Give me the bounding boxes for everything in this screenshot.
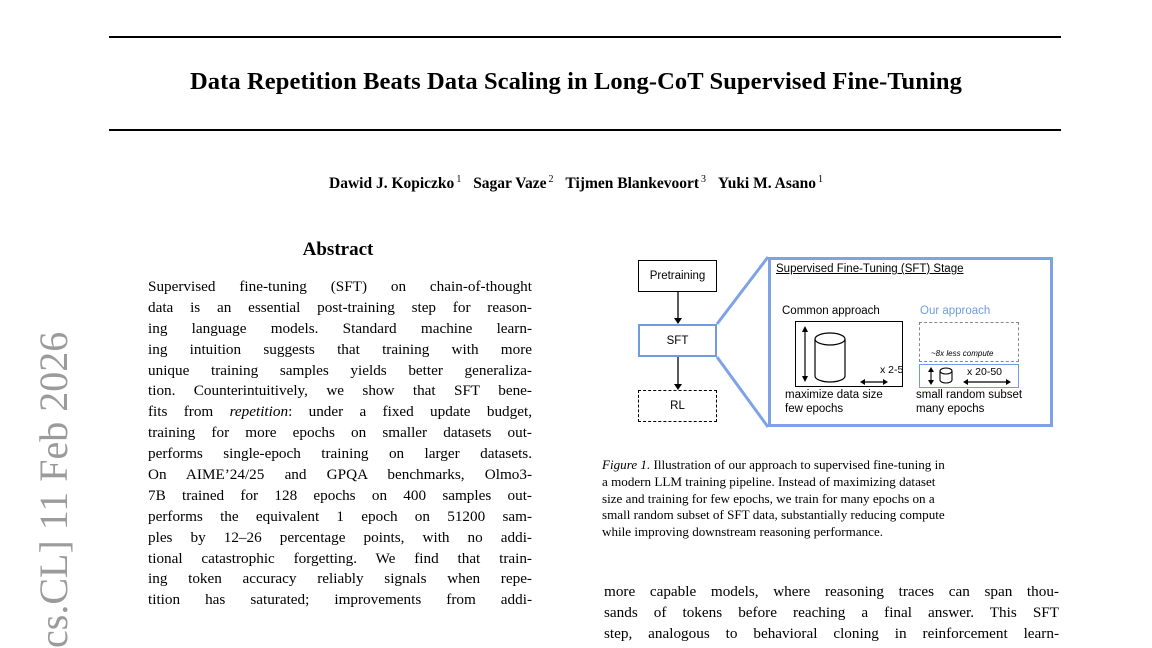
author: Dawid J. Kopiczko $^1$ xyxy=(329,174,462,193)
paper-title: Data Repetition Beats Data Scaling in Long-CoT Supervised Fine-Tuning xyxy=(190,68,962,95)
abstract-line: ples by 12–26 percentage points, with no addi- xyxy=(148,528,532,546)
abstract-line: Supervised fine-tuning (SFT) on chain-of-thought xyxy=(148,278,532,295)
abstract-line-text: fits from xyxy=(148,403,214,421)
common-caption-line: few epochs xyxy=(785,403,844,415)
pretraining-box: Pretraining xyxy=(638,260,717,292)
abstract-line: unique training samples yields better generaliza- xyxy=(148,361,532,379)
our-approach-caption xyxy=(916,388,1022,416)
author-list xyxy=(0,174,1152,193)
sft-box: SFT xyxy=(638,324,717,357)
affiliation-mark: 1 xyxy=(456,174,462,185)
caption-line: while improving downstream reasoning performance. xyxy=(602,524,884,540)
abstract-body xyxy=(148,277,532,611)
caption-line: a modern LLM training pipeline. Instead of maximizing dataset xyxy=(602,473,936,489)
affiliation-mark: 2 xyxy=(548,174,554,185)
caption-text: Illustration of our approach to supervised fine-tuning in xyxy=(653,457,945,472)
caption-line xyxy=(602,457,1058,474)
arxiv-stamp: cs.CL] 11 Feb 2026 xyxy=(31,331,76,648)
figure-1 xyxy=(630,252,1060,432)
abstract-line: performs single-epoch training on larger datasets. xyxy=(148,445,532,463)
zoom-line-top xyxy=(717,257,768,324)
compute-note: ~8x less compute xyxy=(931,349,994,358)
author: Yuki M. Asano $^1$ xyxy=(717,174,823,193)
common-approach-label: Common approach xyxy=(782,305,880,317)
common-approach-box xyxy=(795,321,903,387)
abstract-line: data is an essential post-training step for reason- xyxy=(148,298,532,316)
abstract-heading: Abstract xyxy=(302,239,374,260)
sft-stage-title: Supervised Fine-Tuning (SFT) Stage xyxy=(776,263,964,275)
title-rule-top xyxy=(109,36,1061,38)
body-line: more capable models, where reasoning traces can span thou- xyxy=(604,583,1059,600)
common-approach-caption xyxy=(785,388,883,416)
abstract-line: tion. Counterintuitively, we show that SFT bene- xyxy=(148,382,532,400)
abstract-line: ing token accuracy reliably signals when repe- xyxy=(148,570,532,588)
body-text-right xyxy=(604,581,1059,644)
epoch-multiplier-ours: x 20-50 xyxy=(967,366,1003,378)
abstract-line: ing intuition suggests that training with more xyxy=(148,340,532,358)
abstract-line: ing language models. Standard machine learn- xyxy=(148,319,532,337)
affiliation-mark: 1 xyxy=(818,174,823,185)
abstract-line: tional catastrophic forgetting. We find that train- xyxy=(148,549,532,567)
rl-box: RL xyxy=(638,390,717,422)
abstract-line: 7B trained for 128 epochs on 400 samples out- xyxy=(148,486,532,504)
emphasis-repetition: repetition xyxy=(229,403,289,421)
abstract-line-text: : under a fixed update budget, xyxy=(288,403,532,421)
body-line: step, analogous to behavioral cloning in reinforcement learn- xyxy=(604,625,1059,642)
body-line: sands of tokens before reaching a final answer. This SFT xyxy=(604,604,1059,621)
author: Tijmen Blankevoort $^3$ xyxy=(565,174,707,193)
abstract-line: performs the equivalent 1 epoch on 51200 sam- xyxy=(148,507,532,525)
epoch-multiplier-common: x 2-5 xyxy=(880,364,904,376)
figure-caption xyxy=(602,457,1058,541)
abstract-line: On AIME’24/25 and GPQA benchmarks, Olmo3- xyxy=(148,466,532,484)
our-caption-line: small random subset xyxy=(916,389,1023,401)
zoom-line-bottom xyxy=(717,357,768,427)
abstract-line: tition has saturated; improvements from addi- xyxy=(148,591,532,609)
caption-line: small random subset of SFT data, substantially reducing compute xyxy=(602,507,945,523)
affiliation-mark: 3 xyxy=(701,174,707,185)
caption-line: size and training for few epochs, we train for many epochs on a xyxy=(602,490,935,506)
abstract-line: training for more epochs on smaller datasets out- xyxy=(148,424,532,442)
title-rule-bottom xyxy=(109,129,1061,131)
abstract-line xyxy=(148,402,532,423)
our-caption-line: many epochs xyxy=(916,403,985,415)
common-caption-line: maximize data size xyxy=(785,389,883,401)
author: Sagar Vaze $^2$ xyxy=(473,174,554,193)
figure-label: Figure 1. xyxy=(602,457,651,472)
our-approach-label: Our approach xyxy=(920,305,991,317)
